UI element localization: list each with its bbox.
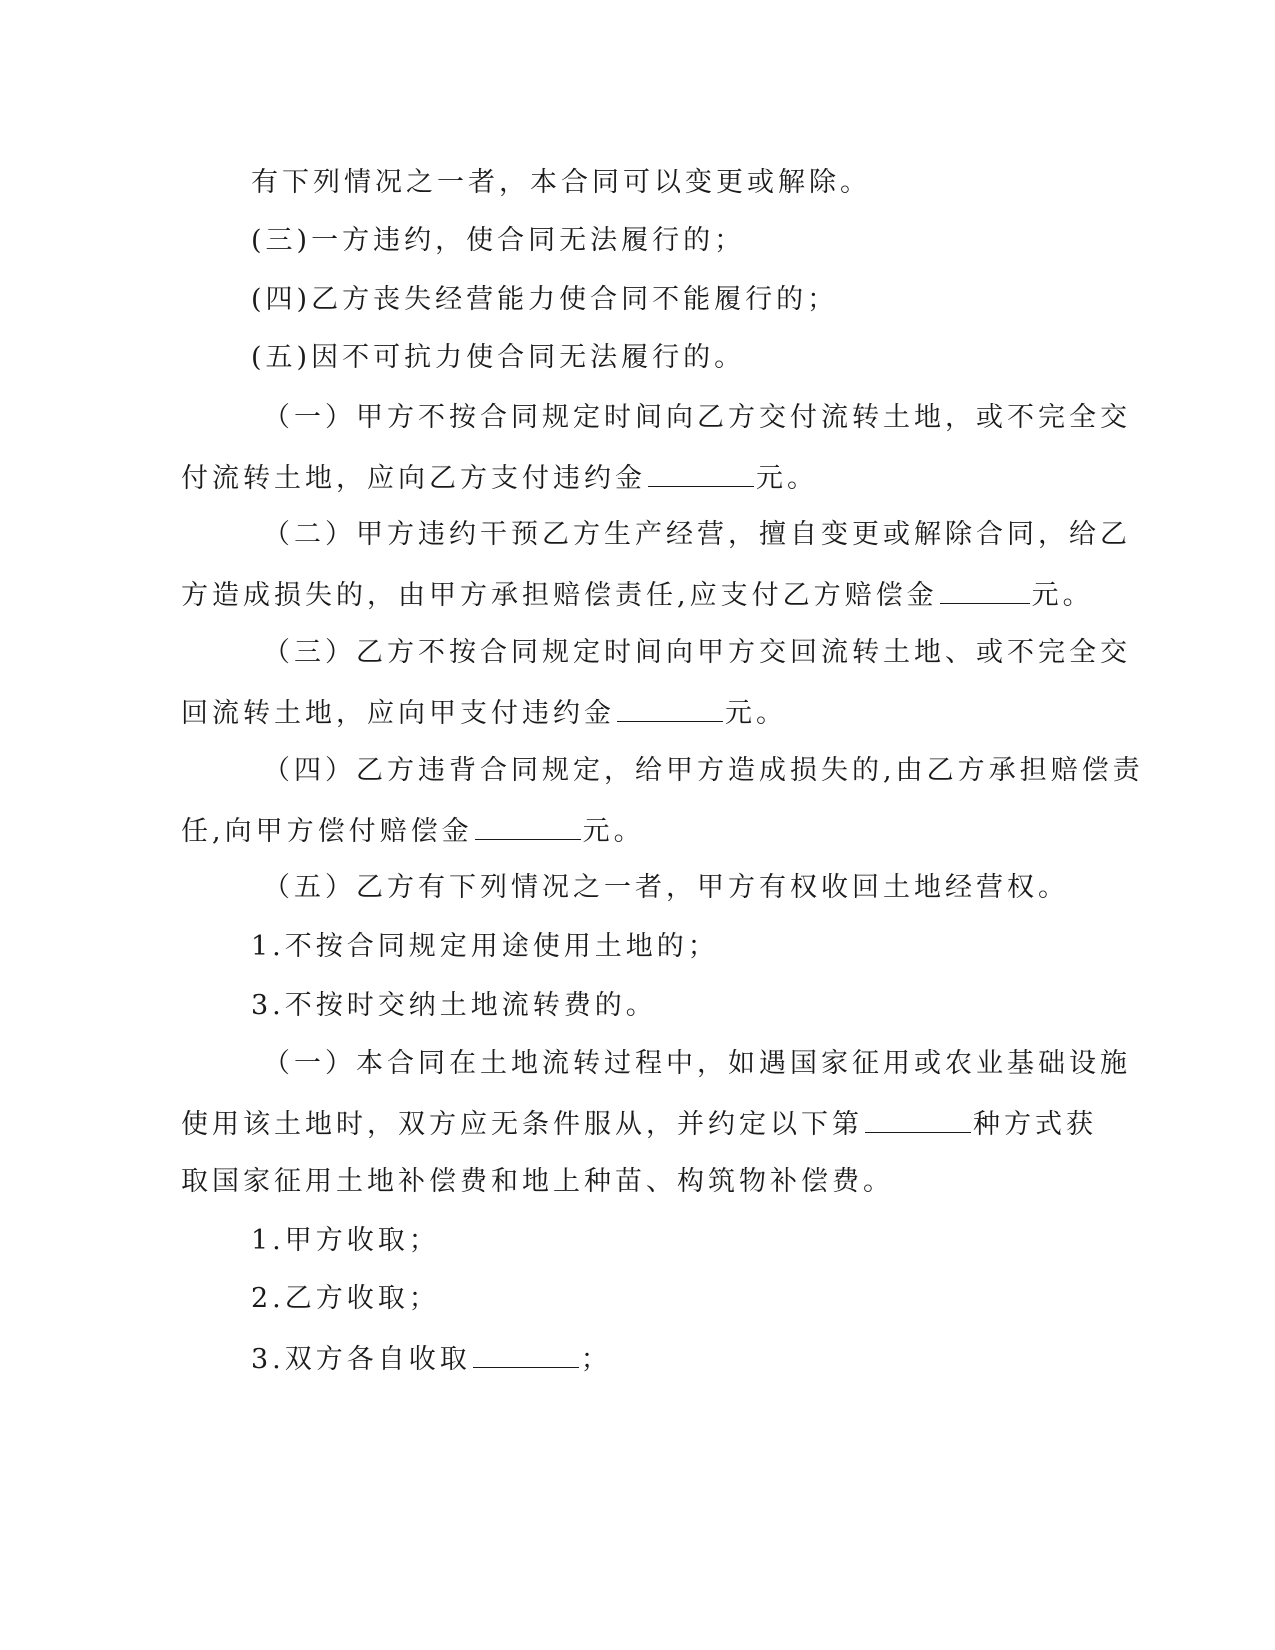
fill-in-blank bbox=[648, 460, 754, 487]
text: (五)因不可抗力使合同无法履行的。 bbox=[251, 342, 746, 373]
fill-in-blank bbox=[473, 1341, 579, 1368]
option-2 bbox=[251, 1282, 440, 1316]
text: 方造成损失的，由甲方承担赔偿责任,应支付乙方赔偿金 bbox=[181, 580, 938, 611]
text: 3.不按时交纳土地流转费的。 bbox=[251, 990, 657, 1021]
text: 种方式获 bbox=[973, 1109, 1097, 1140]
clause-4-line-1 bbox=[263, 754, 1144, 788]
text: 3.双方各自收取 bbox=[251, 1344, 471, 1375]
text: 元。 bbox=[582, 816, 645, 847]
list-item-4 bbox=[251, 283, 838, 317]
text: (四)乙方丧失经营能力使合同不能履行的； bbox=[251, 284, 839, 315]
text: （一）甲方不按合同规定时间向乙方交付流转土地，或不完全交 bbox=[263, 402, 1131, 433]
text: 元。 bbox=[1031, 580, 1094, 611]
text: ； bbox=[580, 1344, 612, 1375]
text: （四）乙方违背合同规定，给甲方造成损失的,由乙方承担赔偿责 bbox=[263, 755, 1144, 786]
clause-5-item-1 bbox=[251, 930, 719, 964]
clause-4-line-2 bbox=[181, 813, 645, 849]
text: 任,向甲方偿付赔偿金 bbox=[181, 816, 473, 847]
text: (三)一方违约，使合同无法履行的； bbox=[251, 225, 746, 256]
clause-5 bbox=[263, 871, 1069, 905]
list-item-3 bbox=[251, 224, 745, 258]
requisition-clause-line-1 bbox=[263, 1047, 1131, 1081]
text: 付流转土地，应向乙方支付违约金 bbox=[181, 463, 646, 494]
text: 1.不按合同规定用途使用土地的； bbox=[251, 931, 719, 962]
option-3 bbox=[251, 1341, 612, 1377]
paragraph-change-conditions bbox=[251, 166, 871, 200]
fill-in-blank bbox=[940, 577, 1030, 604]
text: 1.甲方收取； bbox=[251, 1225, 440, 1256]
requisition-clause-line-3 bbox=[181, 1165, 894, 1199]
requisition-clause-line-2 bbox=[181, 1106, 1097, 1142]
clause-2-line-1 bbox=[263, 518, 1131, 552]
clause-2-line-2 bbox=[181, 577, 1094, 613]
fill-in-blank bbox=[475, 813, 581, 840]
text: 元。 bbox=[756, 463, 818, 494]
fill-in-blank bbox=[865, 1106, 971, 1133]
text: 元。 bbox=[725, 698, 787, 729]
text: 使用该土地时，双方应无条件服从，并约定以下第 bbox=[181, 1109, 863, 1140]
clause-3-line-1 bbox=[263, 636, 1131, 670]
fill-in-blank bbox=[617, 695, 723, 722]
text: （五）乙方有下列情况之一者，甲方有权收回土地经营权。 bbox=[263, 872, 1069, 903]
clause-1-line-2 bbox=[181, 460, 818, 496]
clause-5-item-3 bbox=[251, 989, 657, 1023]
option-1 bbox=[251, 1224, 440, 1258]
text: （二）甲方违约干预乙方生产经营，擅自变更或解除合同，给乙 bbox=[263, 519, 1131, 550]
clause-1-line-1 bbox=[263, 401, 1131, 435]
text: （三）乙方不按合同规定时间向甲方交回流转土地、或不完全交 bbox=[263, 637, 1131, 668]
clause-3-line-2 bbox=[181, 695, 787, 731]
text: （一）本合同在土地流转过程中，如遇国家征用或农业基础设施 bbox=[263, 1048, 1131, 1079]
list-item-5 bbox=[251, 341, 745, 375]
text: 2.乙方收取； bbox=[251, 1283, 440, 1314]
text: 有下列情况之一者，本合同可以变更或解除。 bbox=[251, 167, 871, 198]
text: 回流转土地，应向甲支付违约金 bbox=[181, 698, 615, 729]
text: 取国家征用土地补偿费和地上种苗、构筑物补偿费。 bbox=[181, 1166, 894, 1197]
